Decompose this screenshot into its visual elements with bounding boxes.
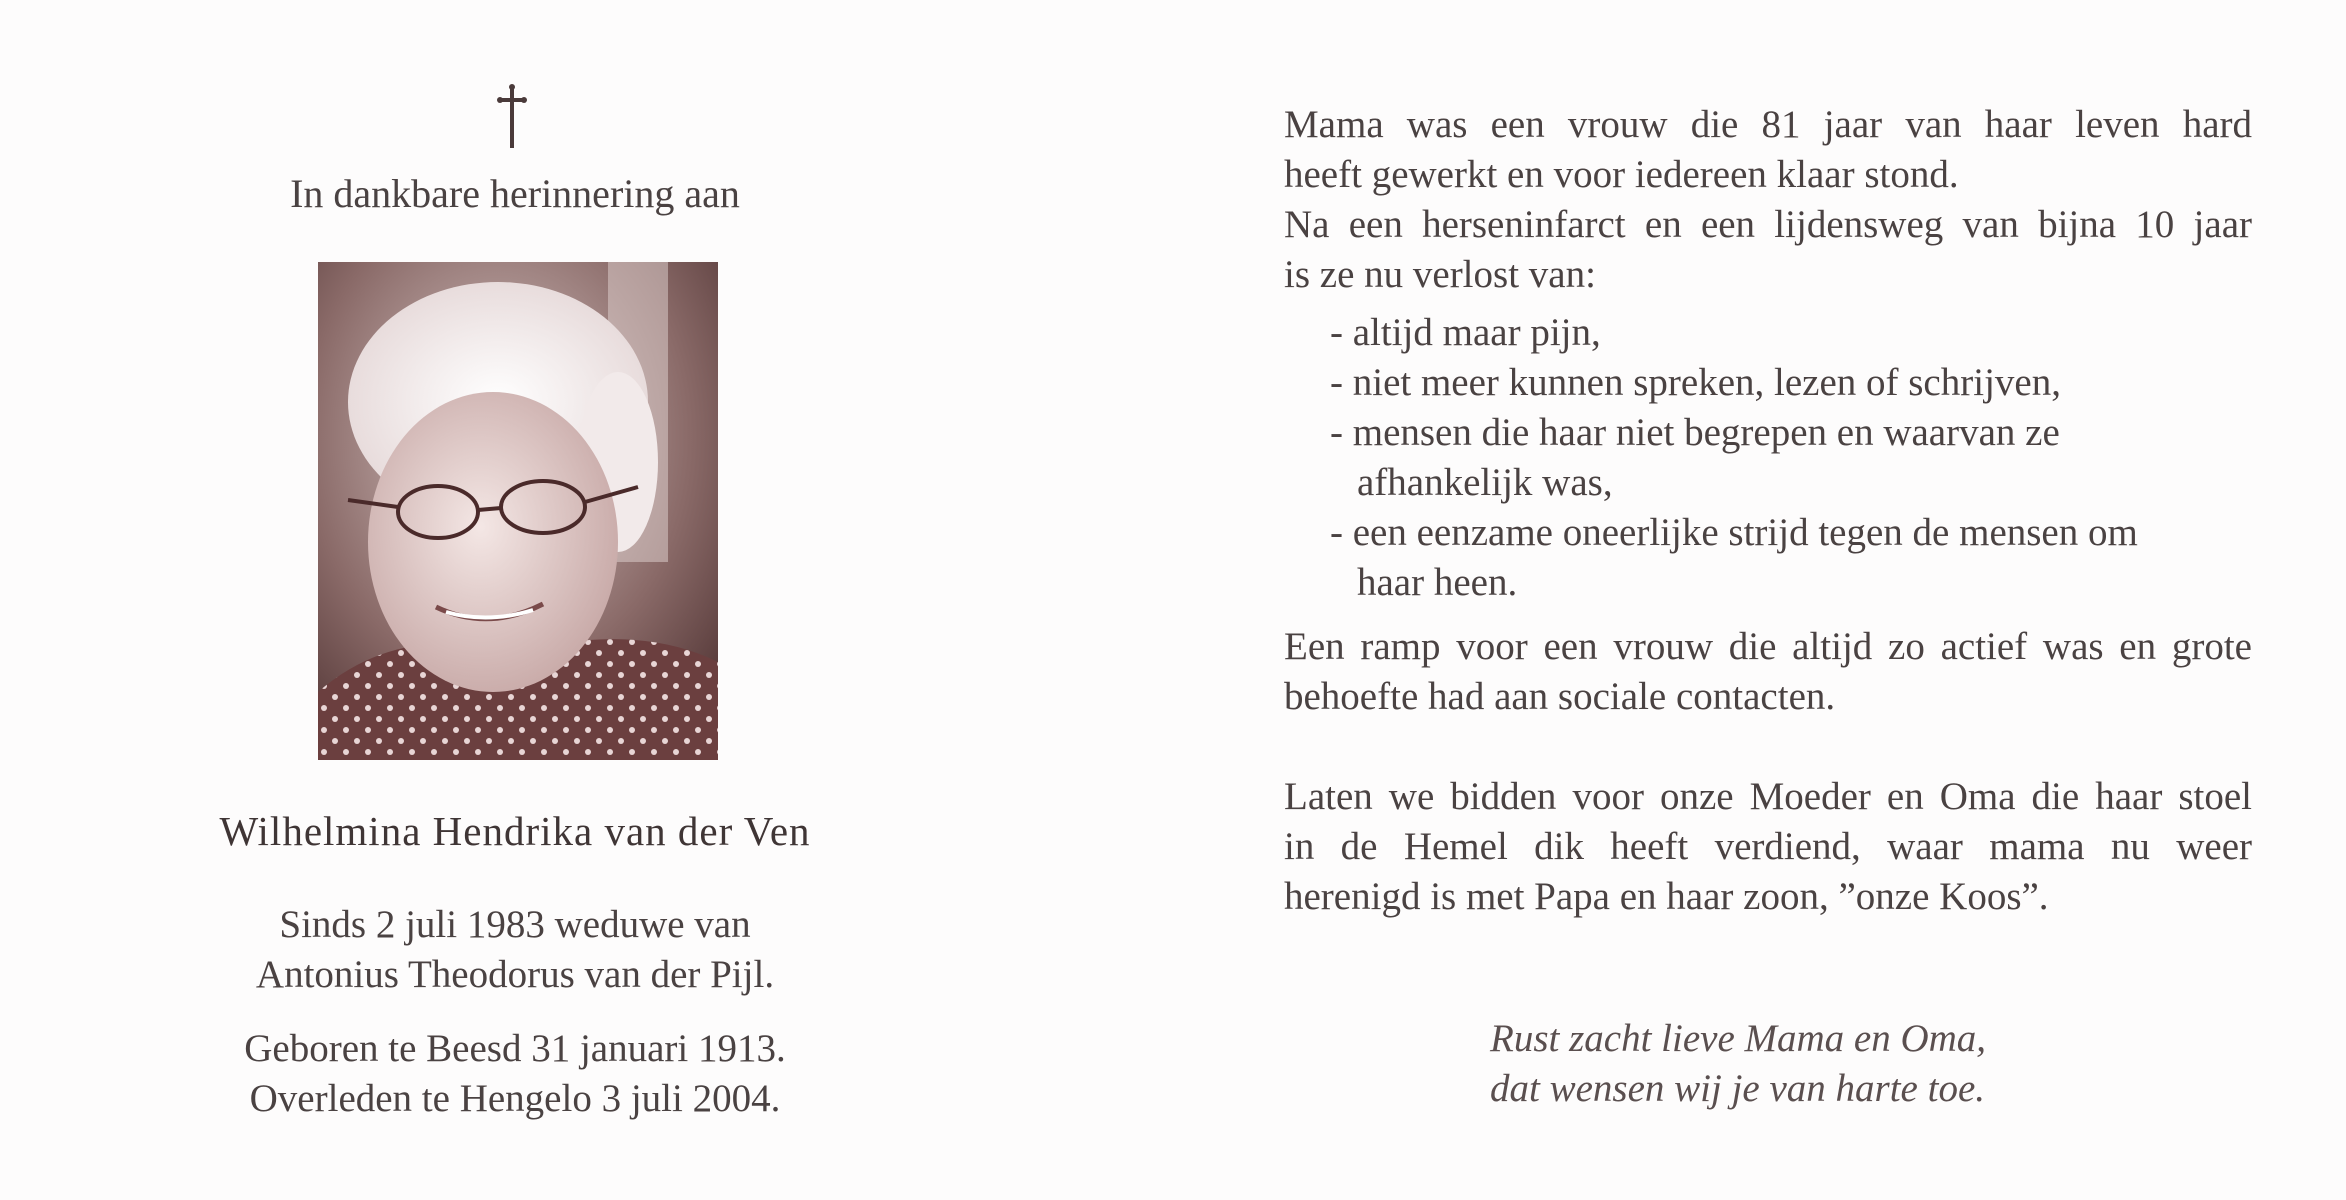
- suffering-list: [1330, 308, 2252, 608]
- list-item: - mensen die haar niet begrepen en waarvan ze: [1330, 411, 2060, 454]
- list-item: - niet meer kunnen spreken, lezen of schrijven,: [1330, 361, 2061, 404]
- text-line: Een ramp voor een vrouw die altijd zo actief was en grote: [1284, 625, 2252, 668]
- closing-verse: [1490, 1014, 2090, 1114]
- portrait-photo: [318, 262, 718, 760]
- text-line: in de Hemel dik heeft verdiend, waar mama nu weer: [1284, 825, 2252, 868]
- widow-line: Antonius Theodorus van der Pijl.: [255, 953, 775, 996]
- cross-icon: [492, 82, 532, 152]
- paragraph-3: [1284, 772, 2252, 922]
- death-line: Overleden te Hengelo 3 juli 2004.: [249, 1077, 781, 1120]
- text-line: is ze nu verlost van:: [1284, 253, 1596, 296]
- tribute-text: [1284, 100, 2252, 922]
- paragraph-1: [1284, 100, 2252, 300]
- text-line: herenigd is met Papa en haar zoon, ”onze Koos”.: [1284, 875, 2049, 918]
- verse-line: dat wensen wij je van harte toe.: [1490, 1067, 1986, 1110]
- text-line: Laten we bidden voor onze Moeder en Oma die haar stoel: [1284, 775, 2252, 818]
- intro-text: In dankbare herinnering aan: [290, 171, 740, 216]
- text-line: behoefte had aan sociale contacten.: [1284, 675, 1836, 718]
- deceased-name: Wilhelmina Hendrika van der Ven: [219, 808, 811, 854]
- list-item-continuation: afhankelijk was,: [1357, 461, 1613, 504]
- birth-line: Geboren te Beesd 31 januari 1913.: [244, 1027, 786, 1070]
- verse-line: Rust zacht lieve Mama en Oma,: [1490, 1017, 1987, 1060]
- paragraph-2: [1284, 622, 2252, 722]
- life-dates: [150, 1024, 880, 1124]
- text-line: heeft gewerkt en voor iedereen klaar stond.: [1284, 153, 1959, 196]
- list-item: - altijd maar pijn,: [1330, 311, 1601, 354]
- text-line: Mama was een vrouw die 81 jaar van haar leven hard: [1284, 103, 2252, 146]
- text-line: Na een herseninfarct en een lijdensweg van bijna 10 jaar: [1284, 203, 2252, 246]
- list-item: - een eenzame oneerlijke strijd tegen de mensen om: [1330, 511, 2138, 554]
- list-item-continuation: haar heen.: [1357, 561, 1518, 604]
- widow-info: [150, 900, 880, 1000]
- widow-line: Sinds 2 juli 1983 weduwe van: [279, 903, 751, 946]
